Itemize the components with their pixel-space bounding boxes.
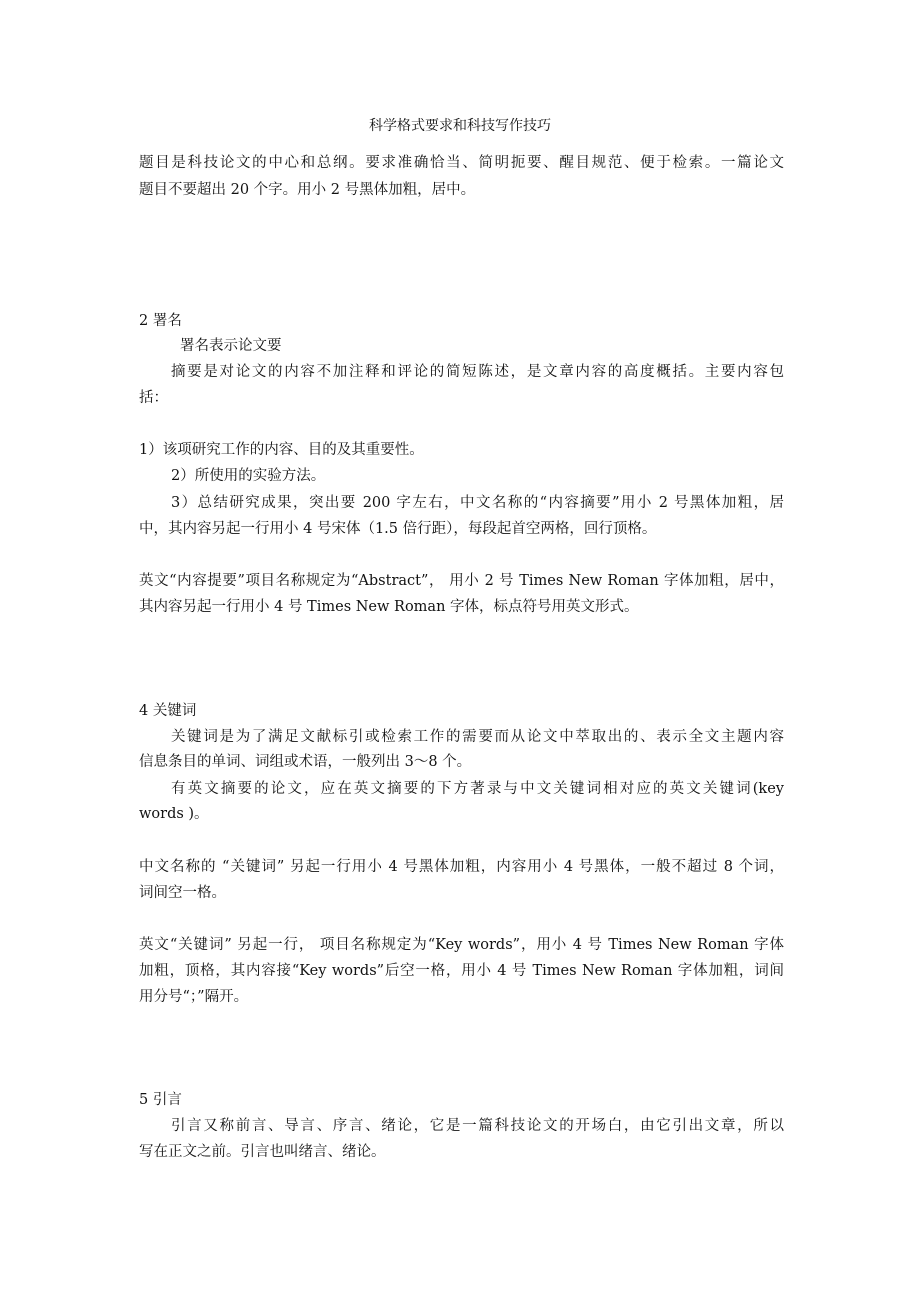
paragraph-line: 署名表示论文要 — [180, 338, 282, 354]
paragraph-line: words )。 — [139, 806, 209, 822]
paragraph-line: 题目是科技论文的中心和总纲。要求准确恰当、简明扼要、醒目规范、便于检索。一篇论文 — [139, 155, 784, 171]
section-heading-signature: 2 署名 — [139, 313, 182, 329]
list-item: 2）所使用的实验方法。 — [171, 468, 326, 484]
paragraph-line: 摘要是对论文的内容不加注释和评论的简短陈述，是文章内容的高度概括。主要内容包 — [171, 364, 784, 380]
paragraph-line: 英文“关键词” 另起一行， 项目名称规定为“Key words”，用小 4 号 Times New Roman 字体 — [139, 937, 784, 953]
paragraph-line: 写在正文之前。引言也叫绪言、绪论。 — [139, 1144, 386, 1160]
list-item: 1）该项研究工作的内容、目的及其重要性。 — [139, 442, 424, 458]
paragraph-line: 有英文摘要的论文，应在英文摘要的下方著录与中文关键词相对应的英文关键词(key — [171, 781, 784, 797]
section-heading-keywords: 4 关键词 — [139, 703, 197, 719]
paragraph-line: 信息条目的单词、词组或术语，一般列出 3～8 个。 — [139, 754, 472, 770]
paragraph-line: 英文“内容提要”项目名称规定为“Abstract”， 用小 2 号 Times New Roman 字体加粗，居中， — [139, 573, 784, 589]
paragraph-line: 加粗，顶格，其内容接“Key words”后空一格，用小 4 号 Times New Roman 字体加粗，词间 — [139, 963, 784, 979]
paragraph-line: 中文名称的 “关键词” 另起一行用小 4 号黑体加粗，内容用小 4 号黑体，一般不超过 8 个词， — [139, 859, 784, 875]
section-heading-introduction: 5 引言 — [139, 1092, 182, 1108]
paragraph-line: 词间空一格。 — [139, 885, 226, 901]
document-title: 科学格式要求和科技写作技巧 — [369, 118, 551, 134]
paragraph-line: 中，其内容另起一行用小 4 号宋体（1.5 倍行距），每段起首空两格，回行顶格。 — [139, 521, 657, 537]
paragraph-line: 关键词是为了满足文献标引或检索工作的需要而从论文中萃取出的、表示全文主题内容 — [171, 729, 784, 745]
paragraph-line: 用分号“；”隔开。 — [139, 989, 249, 1005]
paragraph-line: 括： — [139, 390, 168, 406]
list-item: 3）总结研究成果，突出要 200 字左右，中文名称的“内容摘要”用小 2 号黑体加粗，居 — [171, 495, 784, 511]
paragraph-line: 其内容另起一行用小 4 号 Times New Roman 字体，标点符号用英文形式。 — [139, 599, 639, 615]
paragraph-line: 题目不要超出 20 个字。用小 2 号黑体加粗，居中。 — [139, 182, 476, 198]
paragraph-line: 引言又称前言、导言、序言、绪论，它是一篇科技论文的开场白，由它引出文章，所以 — [171, 1118, 784, 1134]
